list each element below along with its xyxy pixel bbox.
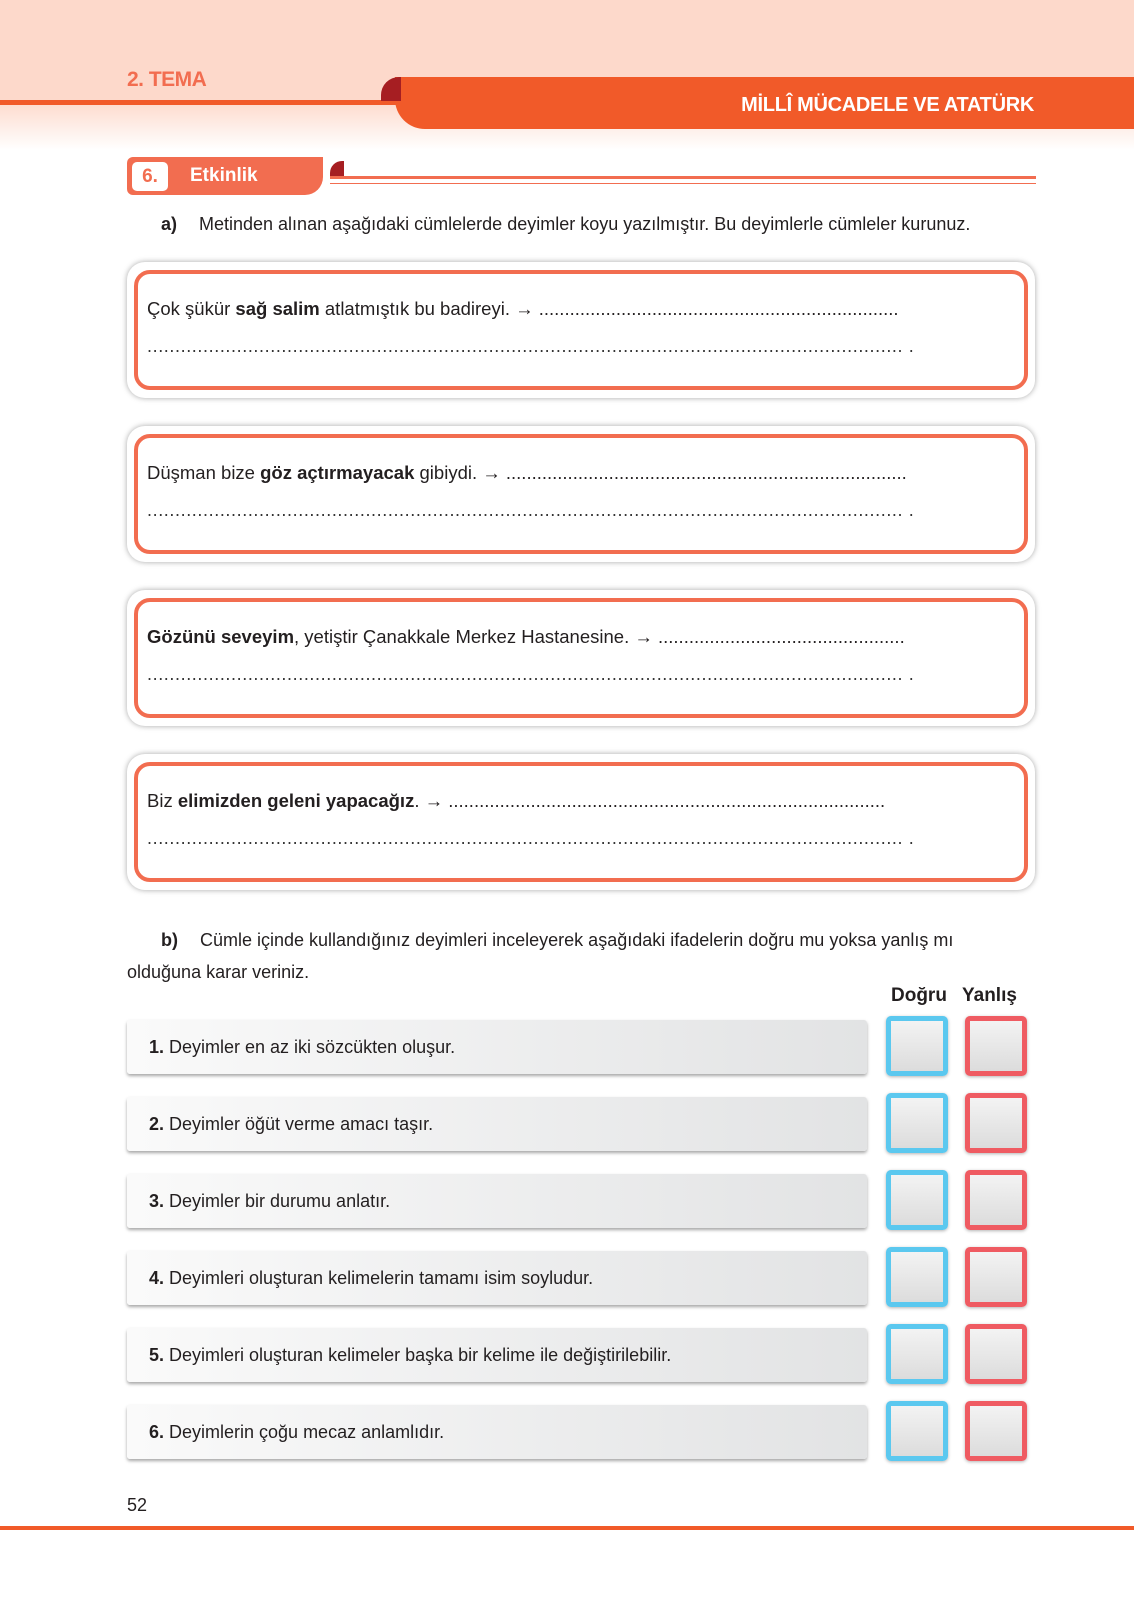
part-a-letter: a) (161, 214, 178, 234)
statement-number: 1. (149, 1037, 165, 1057)
sentence-frame (134, 434, 1028, 554)
sentence-box (127, 754, 1035, 890)
sentence-frame (134, 270, 1028, 390)
statement-text: Deyimlerin çoğu mecaz anlamlıdır. (164, 1422, 445, 1442)
theme-label: 2. TEMA (127, 68, 207, 91)
statement-number: 6. (149, 1422, 165, 1442)
statement-text: Deyimleri oluşturan kelimelerin tamamı isim soyludur. (164, 1268, 594, 1288)
activity-line-thin (330, 183, 1036, 184)
activity-line (330, 176, 1036, 179)
part-a-instruction: Metinden alınan aşağıdaki cümlelerde deyimler koyu yazılmıştır. Bu deyimlerle cümleler kurunuz. (199, 214, 971, 234)
false-checkbox[interactable] (965, 1170, 1027, 1230)
answer-line-2[interactable]: ....................................................................................................................................... . (147, 828, 915, 848)
unit-title: MİLLÎ MÜCADELE VE ATATÜRK (741, 94, 1034, 116)
statement-number: 3. (149, 1191, 165, 1211)
statement-row (127, 1174, 867, 1228)
idiom: elimizden geleni yapacağız (177, 790, 415, 811)
footer-line (0, 1526, 1134, 1530)
true-checkbox[interactable] (886, 1016, 948, 1076)
statement-row (127, 1097, 867, 1151)
sentence-text (147, 462, 907, 484)
answer-line-2[interactable]: ....................................................................................................................................... . (147, 664, 915, 684)
statement-number: 2. (149, 1114, 165, 1134)
statement-text: Deyimleri oluşturan kelimeler başka bir kelime ile değiştirilebilir. (164, 1345, 672, 1365)
false-checkbox[interactable] (965, 1093, 1027, 1153)
false-checkbox[interactable] (965, 1016, 1027, 1076)
part-b-letter: b) (161, 930, 178, 950)
statement-row (127, 1020, 867, 1074)
sentence-text (147, 790, 885, 812)
sentence-pre: Biz (147, 790, 178, 811)
page-number: 52 (127, 1495, 148, 1515)
true-checkbox[interactable] (886, 1093, 948, 1153)
answer-line-2[interactable]: ....................................................................................................................................... . (147, 500, 915, 520)
answer-line-1[interactable]: , yetiştir Çanakkale Merkez Hastanesine. → ................................................ (294, 626, 905, 647)
false-checkbox[interactable] (965, 1401, 1027, 1461)
false-checkbox[interactable] (965, 1247, 1027, 1307)
activity-label: Etkinlik (190, 165, 258, 186)
sentence-pre: Çok şükür (147, 298, 236, 319)
sentence-frame (134, 598, 1028, 718)
statement-text: Deyimler bir durumu anlatır. (164, 1191, 391, 1211)
sentence-box (127, 590, 1035, 726)
idiom: göz açtırmayacak (260, 462, 415, 483)
false-checkbox[interactable] (965, 1324, 1027, 1384)
sentence-text (147, 626, 905, 648)
answer-line-1[interactable]: . → ..................................................................................... (414, 790, 886, 811)
true-checkbox[interactable] (886, 1247, 948, 1307)
sentence-box (127, 426, 1035, 562)
sentence-pre: Düşman bize (147, 462, 261, 483)
sentence-box (127, 262, 1035, 398)
statement-row (127, 1405, 867, 1459)
statement-number: 4. (149, 1268, 165, 1288)
answer-line-2[interactable]: ....................................................................................................................................... . (147, 336, 915, 356)
activity-fold (330, 161, 344, 177)
true-checkbox[interactable] (886, 1324, 948, 1384)
col-true-header: Doğru (891, 985, 947, 1006)
statement-text: Deyimler en az iki sözcükten oluşur. (164, 1037, 456, 1057)
sentence-frame (134, 762, 1028, 882)
sentence-text (147, 298, 899, 320)
part-b-instruction-2: olduğuna karar veriniz. (127, 962, 310, 982)
statement-number: 5. (149, 1345, 165, 1365)
idiom: sağ salim (235, 298, 320, 319)
idiom: Gözünü seveyim (147, 626, 295, 647)
statement-row (127, 1251, 867, 1305)
activity-number: 6. (132, 162, 168, 191)
statement-text: Deyimler öğüt verme amacı taşır. (164, 1114, 434, 1134)
true-checkbox[interactable] (886, 1170, 948, 1230)
answer-line-1[interactable]: gibiydi. → .............................................................................. (414, 462, 907, 483)
header-line (0, 100, 410, 105)
col-false-header: Yanlış (962, 985, 1017, 1006)
answer-line-1[interactable]: atlatmıştık bu badireyi. → ...................................................................... (319, 298, 899, 319)
statement-row (127, 1328, 867, 1382)
part-b-instruction-1: Cümle içinde kullandığınız deyimleri inceleyerek aşağıdaki ifadelerin doğru mu yoksa yanlış mı (200, 930, 954, 950)
true-checkbox[interactable] (886, 1401, 948, 1461)
